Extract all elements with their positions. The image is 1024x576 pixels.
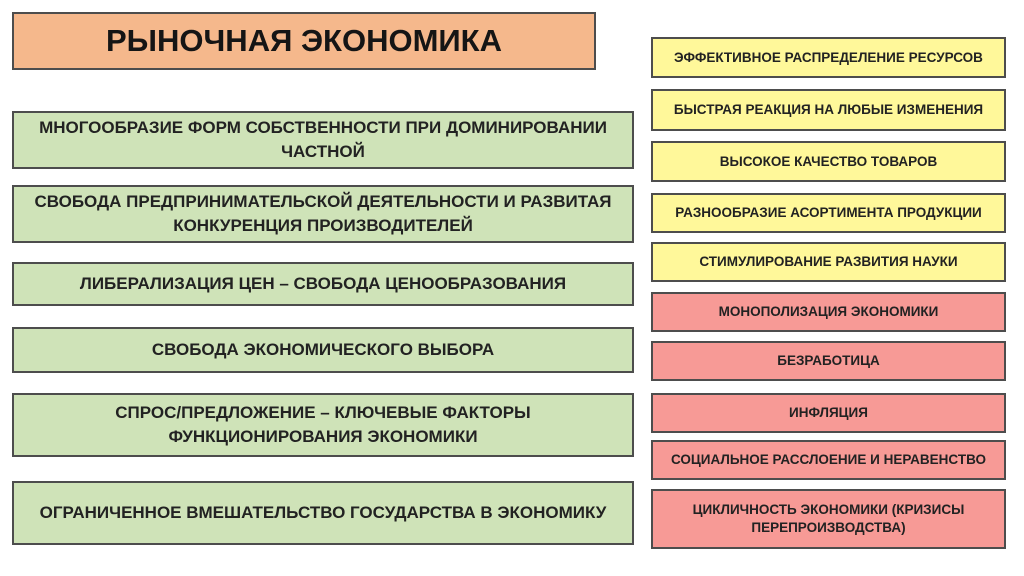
disadvantage-box-inflation: ИНФЛЯЦИЯ: [651, 393, 1006, 433]
feature-box-state-intervention: ОГРАНИЧЕННОЕ ВМЕШАТЕЛЬСТВО ГОСУДАРСТВА В ЭКОНОМИКУ: [12, 481, 634, 545]
advantage-box-science: СТИМУЛИРОВАНИЕ РАЗВИТИЯ НАУКИ: [651, 242, 1006, 282]
feature-box-ownership: МНОГООБРАЗИЕ ФОРМ СОБСТВЕННОСТИ ПРИ ДОМИНИРОВАНИИ ЧАСТНОЙ: [12, 111, 634, 169]
feature-box-economic-choice: СВОБОДА ЭКОНОМИЧЕСКОГО ВЫБОРА: [12, 327, 634, 373]
advantage-box-assortment: РАЗНООБРАЗИЕ АСОРТИМЕНТА ПРОДУКЦИИ: [651, 193, 1006, 233]
feature-box-supply-demand: СПРОС/ПРЕДЛОЖЕНИЕ – КЛЮЧЕВЫЕ ФАКТОРЫ ФУНКЦИОНИРОВАНИЯ ЭКОНОМИКИ: [12, 393, 634, 457]
disadvantage-box-unemployment: БЕЗРАБОТИЦА: [651, 341, 1006, 381]
disadvantage-box-cyclicality: ЦИКЛИЧНОСТЬ ЭКОНОМИКИ (КРИЗИСЫ ПЕРЕПРОИЗВОДСТВА): [651, 489, 1006, 549]
feature-box-entrepreneurship: СВОБОДА ПРЕДПРИНИМАТЕЛЬСКОЙ ДЕЯТЕЛЬНОСТИ И РАЗВИТАЯ КОНКУРЕНЦИЯ ПРОИЗВОДИТЕЛЕЙ: [12, 185, 634, 243]
disadvantage-box-inequality: СОЦИАЛЬНОЕ РАССЛОЕНИЕ И НЕРАВЕНСТВО: [651, 440, 1006, 480]
diagram-title: РЫНОЧНАЯ ЭКОНОМИКА: [12, 12, 596, 70]
advantage-box-fast-reaction: БЫСТРАЯ РЕАКЦИЯ НА ЛЮБЫЕ ИЗМЕНЕНИЯ: [651, 89, 1006, 131]
advantage-box-resource-allocation: ЭФФЕКТИВНОЕ РАСПРЕДЕЛЕНИЕ РЕСУРСОВ: [651, 37, 1006, 78]
disadvantage-box-monopolization: МОНОПОЛИЗАЦИЯ ЭКОНОМИКИ: [651, 292, 1006, 332]
advantage-box-quality: ВЫСОКОЕ КАЧЕСТВО ТОВАРОВ: [651, 141, 1006, 182]
feature-box-price-liberalization: ЛИБЕРАЛИЗАЦИЯ ЦЕН – СВОБОДА ЦЕНООБРАЗОВАНИЯ: [12, 262, 634, 306]
